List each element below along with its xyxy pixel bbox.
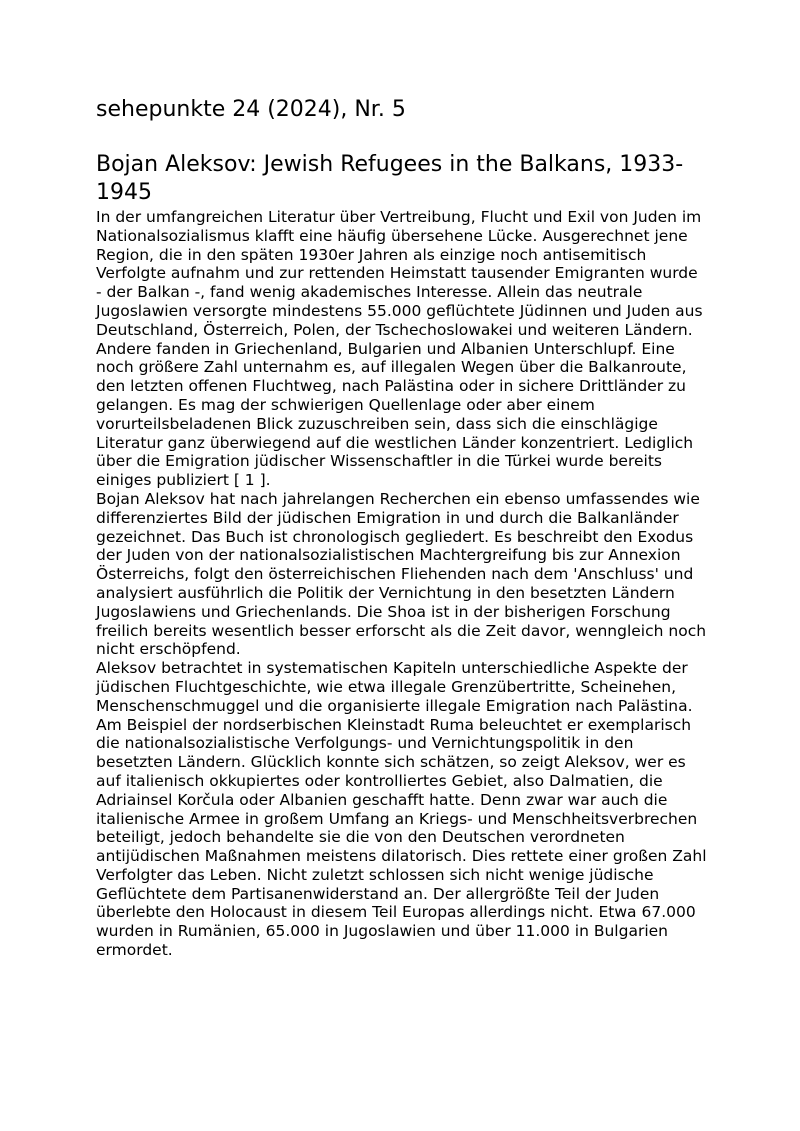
journal-title: sehepunkte 24 (2024), Nr. 5	[96, 97, 406, 122]
body-paragraph: Aleksov betrachtet in systematischen Kapiteln unterschiedliche Aspekte der jüdischen Fluchtgeschichte, wie etwa illegale Grenzübertritte, Scheinehen, Menschenschmuggel und die organisierte illegale Emigration nach Palästina. Am Beispiel der nordserbischen Kleinstadt Ruma beleuchtet er exemplarisch die nationalsozialistische Verfolgungs- und Vernichtungspolitik in den besetzten Ländern. Glücklich konnte sich schätzen, so zeigt Aleksov, wer es auf italienisch okkupiertes oder kontrolliertes Gebiet, also Dalmatien, die Adriainsel Korčula oder Albanien geschafft hatte. Denn zwar war auch die italienische Armee in großem Umfang an Kriegs- und Menschheitsverbrechen beteiligt, jedoch behandelte sie die von den Deutschen verordneten antijüdischen Maßnahmen meistens dilatorisch. Dies rettete einer großen Zahl Verfolgter das Leben. Nicht zuletzt schlossen sich nicht wenige jüdische Geflüchtete dem Partisanenwiderstand an. Der allergrößte Teil der Juden überlebte den Holocaust in diesem Teil Europas allerdings nicht. Etwa 67.000 wurden in Rumänien, 65.000 in Jugoslawien und über 11.000 in Bulgarien ermordet.	[96, 659, 707, 960]
body-paragraph: In der umfangreichen Literatur über Vertreibung, Flucht und Exil von Juden im Nationalsozialismus klafft eine häufig übersehene Lücke. Ausgerechnet jene Region, die in den späten 1930er Jahren als einzige noch antisemitisch Verfolgte aufnahm und zur rettenden Heimstatt tausender Emigranten wurde - der Balkan -, fand wenig akademisches Interesse. Allein das neutrale Jugoslawien versorgte mindestens 55.000 geflüchtete Jüdinnen und Juden aus Deutschland, Österreich, Polen, der Tschechoslowakei und weiteren Ländern. Andere fanden in Griechenland, Bulgarien und Albanien Unterschlupf. Eine noch größere Zahl unternahm es, auf illegalen Wegen über die Balkanroute, den letzten offenen Fluchtweg, nach Palästina oder in sichere Drittländer zu gelangen. Es mag der schwierigen Quellenlage oder aber einem vorurteilsbeladenen Blick zuzuschreiben sein, dass sich die einschlägige Literatur ganz überwiegend auf die westlichen Länder konzentriert. Lediglich über die Emigration jüdischer Wissenschaftler in die Türkei wurde bereits einiges publiziert [ 1 ].	[96, 208, 703, 490]
review-body	[96, 208, 708, 960]
review-title: Bojan Aleksov: Jewish Refugees in the Balkans, 1933-1945	[96, 152, 684, 205]
body-paragraph: Bojan Aleksov hat nach jahrelangen Recherchen ein ebenso umfassendes wie differenziertes Bild der jüdischen Emigration in und durch die Balkanländer gezeichnet. Das Buch ist chronologisch gegliedert. Es beschreibt den Exodus der Juden von der nationalsozialistischen Machtergreifung bis zur Annexion Österreichs, folgt den österreichischen Fliehenden nach dem 'Anschluss' und analysiert ausführlich die Politik der Vernichtung in den besetzten Ländern Jugoslawiens und Griechenlands. Die Shoa ist in der bisherigen Forschung freilich bereits wesentlich besser erforscht als die Zeit davor, wenngleich noch nicht erschöpfend.	[96, 489, 707, 659]
